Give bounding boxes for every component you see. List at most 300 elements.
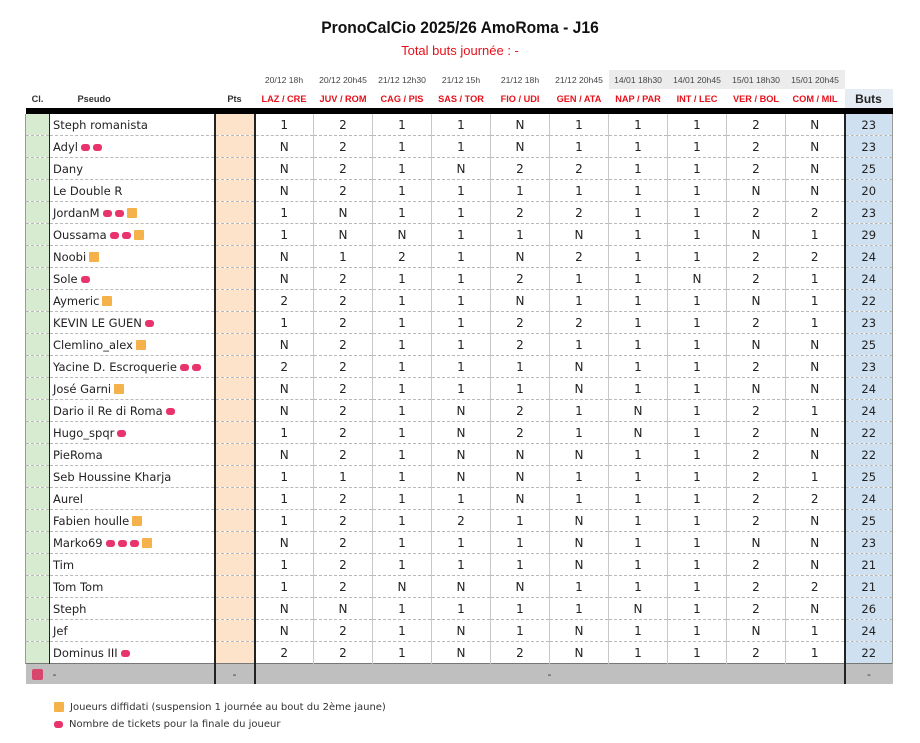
pick-cell: 2: [314, 532, 373, 554]
pick-cell: 1: [373, 554, 432, 576]
table-row: [26, 180, 893, 202]
player-cell: [50, 444, 215, 466]
match-label: INT / LEC: [676, 93, 718, 104]
points-cell: [215, 158, 255, 180]
pick-cell: 2: [314, 290, 373, 312]
pick-cell: 2: [550, 312, 609, 334]
player-cell: [50, 158, 215, 180]
pick-cell: 2: [314, 620, 373, 642]
pick-cell: 1: [373, 444, 432, 466]
pick-cell: 1: [609, 488, 668, 510]
pick-cell: 1: [432, 598, 491, 620]
pick-cell: 1: [432, 290, 491, 312]
pick-cell: 2: [491, 158, 550, 180]
pick-cell: N: [786, 180, 845, 202]
result-marker-icon: [32, 669, 43, 680]
pick-cell: N: [727, 180, 786, 202]
points-cell: [215, 400, 255, 422]
pick-cell: N: [255, 268, 314, 290]
pick-cell: N: [550, 620, 609, 642]
ticket-icon: [145, 320, 154, 327]
pick-cell: 1: [432, 356, 491, 378]
points-cell: [215, 642, 255, 664]
pick-cell: 2: [727, 422, 786, 444]
table-row: [26, 114, 893, 136]
rank-cell: [26, 576, 50, 598]
pick-cell: N: [550, 444, 609, 466]
pick-cell: 2: [314, 114, 373, 136]
pick-cell: 1: [668, 378, 727, 400]
pick-cell: 1: [373, 136, 432, 158]
goals-cell: 29: [845, 224, 893, 246]
ticket-icon: [122, 232, 131, 239]
pick-cell: 2: [314, 576, 373, 598]
player-name: Dario il Re di Roma: [53, 403, 163, 418]
pick-cell: 2: [550, 158, 609, 180]
pick-cell: 2: [727, 202, 786, 224]
player-cell: [50, 510, 215, 532]
pick-cell: 1: [550, 598, 609, 620]
goals-cell: 25: [845, 334, 893, 356]
pick-cell: 1: [609, 510, 668, 532]
player-name: Steph romanista: [53, 117, 148, 132]
pick-cell: 1: [786, 642, 845, 664]
pick-cell: 1: [668, 576, 727, 598]
match-date: 21/12 18h: [500, 74, 540, 85]
player-name: José Garni: [53, 381, 112, 396]
pick-cell: 1: [609, 576, 668, 598]
table-row: [26, 312, 893, 334]
points-cell: [215, 444, 255, 466]
goals-cell: 22: [845, 422, 893, 444]
pick-cell: 1: [786, 268, 845, 290]
pick-cell: 1: [314, 246, 373, 268]
pick-cell: N: [255, 136, 314, 158]
pick-cell: 2: [314, 444, 373, 466]
rank-cell: [26, 554, 50, 576]
pick-cell: 1: [550, 268, 609, 290]
goals-cell: 25: [845, 466, 893, 488]
pick-cell: N: [255, 598, 314, 620]
pick-cell: N: [432, 444, 491, 466]
pick-cell: 1: [668, 510, 727, 532]
table-row: [26, 224, 893, 246]
points-cell: [215, 488, 255, 510]
pick-cell: 2: [491, 422, 550, 444]
goals-cell: 22: [845, 444, 893, 466]
pick-cell: 1: [609, 466, 668, 488]
pick-cell: 2: [786, 576, 845, 598]
pick-cell: 1: [609, 334, 668, 356]
pick-cell: N: [314, 598, 373, 620]
table-row: [26, 334, 893, 356]
goals-cell: 23: [845, 532, 893, 554]
pick-cell: N: [432, 620, 491, 642]
pick-cell: 2: [727, 268, 786, 290]
pick-cell: 1: [668, 246, 727, 268]
pick-cell: N: [491, 444, 550, 466]
pick-cell: N: [255, 532, 314, 554]
pick-cell: N: [432, 466, 491, 488]
ticket-icon: [103, 210, 112, 217]
match-label: VER / BOL: [733, 93, 779, 104]
pick-cell: 1: [609, 136, 668, 158]
table-row: [26, 444, 893, 466]
pick-cell: 1: [668, 290, 727, 312]
pick-cell: 2: [314, 268, 373, 290]
pick-cell: N: [550, 378, 609, 400]
table-row: [26, 488, 893, 510]
legend-tickets-text: Nombre de tickets pour la finale du joueur: [69, 719, 281, 730]
goals-cell: 21: [845, 554, 893, 576]
pick-cell: 2: [491, 400, 550, 422]
pick-cell: 1: [373, 466, 432, 488]
player-name: Seb Houssine Kharja: [53, 469, 172, 484]
pick-cell: N: [550, 356, 609, 378]
table-row: [26, 356, 893, 378]
pick-cell: 1: [373, 114, 432, 136]
player-name: Fabien houlle: [53, 513, 130, 528]
pick-cell: 2: [491, 642, 550, 664]
rank-cell: [26, 202, 50, 224]
pick-cell: 1: [550, 400, 609, 422]
ticket-icon: [118, 540, 127, 547]
points-cell: [215, 290, 255, 312]
player-name: Oussama: [53, 227, 107, 242]
player-name: KEVIN LE GUEN: [53, 315, 142, 330]
pick-cell: 1: [550, 576, 609, 598]
pick-cell: 1: [609, 444, 668, 466]
goals-cell: 24: [845, 268, 893, 290]
rank-cell: [26, 114, 50, 136]
pick-cell: N: [314, 202, 373, 224]
points-cell: [215, 532, 255, 554]
player-cell: [50, 180, 215, 202]
pick-cell: 1: [668, 202, 727, 224]
player-cell: [50, 268, 215, 290]
pick-cell: N: [550, 554, 609, 576]
pick-cell: 1: [432, 488, 491, 510]
warning-square-icon: [132, 516, 142, 526]
pick-cell: 2: [314, 422, 373, 444]
rank-cell: [26, 180, 50, 202]
pick-cell: 1: [432, 532, 491, 554]
match-label: CAG / PIS: [380, 93, 424, 104]
pick-cell: 2: [786, 202, 845, 224]
rank-header: Cl.: [31, 93, 44, 104]
pick-cell: N: [432, 400, 491, 422]
pick-cell: N: [786, 532, 845, 554]
ticket-icon: [106, 540, 115, 547]
pick-cell: 1: [609, 268, 668, 290]
pick-cell: 1: [491, 510, 550, 532]
player-name: JordanM: [53, 205, 100, 220]
player-cell: [50, 312, 215, 334]
pick-cell: 1: [491, 356, 550, 378]
pick-cell: 1: [255, 576, 314, 598]
ticket-icon: [110, 232, 119, 239]
table-row: [26, 510, 893, 532]
pick-cell: 1: [432, 246, 491, 268]
pick-cell: N: [491, 488, 550, 510]
pick-cell: 1: [373, 598, 432, 620]
pick-cell: 1: [668, 136, 727, 158]
points-cell: [215, 136, 255, 158]
pick-cell: 1: [432, 378, 491, 400]
pick-cell: 1: [491, 180, 550, 202]
match-date: 21/12 12h30: [378, 74, 426, 85]
table-row: [26, 400, 893, 422]
pick-cell: 1: [668, 598, 727, 620]
total-goals-subtitle: Total buts journée : -: [401, 43, 519, 58]
pick-cell: 1: [550, 334, 609, 356]
pick-cell: N: [491, 290, 550, 312]
pick-cell: 2: [314, 356, 373, 378]
player-name: Adyl: [53, 139, 78, 154]
ticket-icon: [81, 144, 90, 151]
pick-cell: 1: [373, 400, 432, 422]
player-name: Aurel: [53, 491, 83, 506]
player-name: Noobi: [53, 249, 87, 264]
pick-cell: N: [727, 334, 786, 356]
warning-square-icon: [134, 230, 144, 240]
pick-cell: 1: [255, 224, 314, 246]
match-date: 21/12 15h: [441, 74, 481, 85]
goals-header: Buts: [845, 89, 893, 108]
table-row: [26, 268, 893, 290]
pick-cell: 1: [491, 224, 550, 246]
pick-cell: N: [255, 180, 314, 202]
pick-cell: 2: [255, 642, 314, 664]
pick-cell: 1: [432, 554, 491, 576]
player-cell: [50, 356, 215, 378]
rank-cell: [26, 246, 50, 268]
player-name: Tim: [53, 557, 75, 572]
goals-cell: 25: [845, 158, 893, 180]
header-row: [26, 89, 893, 108]
rank-cell: [26, 312, 50, 334]
warning-square-icon: [127, 208, 137, 218]
ticket-icon: [115, 210, 124, 217]
match-dates-row: [26, 70, 893, 89]
pick-cell: 1: [255, 466, 314, 488]
pick-cell: 1: [491, 532, 550, 554]
goals-cell: 25: [845, 510, 893, 532]
results-points: -: [215, 664, 255, 685]
pick-cell: 2: [255, 356, 314, 378]
pick-cell: 1: [373, 268, 432, 290]
player-name: Aymeric: [53, 293, 100, 308]
table-row: [26, 620, 893, 642]
player-cell: [50, 290, 215, 312]
pick-cell: 1: [668, 620, 727, 642]
rank-cell: [26, 400, 50, 422]
points-cell: [215, 312, 255, 334]
player-cell: [50, 554, 215, 576]
player-cell: [50, 246, 215, 268]
pick-cell: 1: [609, 202, 668, 224]
pick-cell: 1: [550, 136, 609, 158]
table-row: [26, 158, 893, 180]
pick-cell: 2: [314, 400, 373, 422]
pick-cell: N: [373, 224, 432, 246]
pick-cell: 1: [609, 158, 668, 180]
pick-cell: N: [373, 576, 432, 598]
pick-cell: 1: [786, 620, 845, 642]
pick-cell: 2: [314, 488, 373, 510]
match-label: COM / MIL: [792, 93, 838, 104]
pick-cell: 1: [373, 488, 432, 510]
pick-cell: N: [255, 378, 314, 400]
pick-cell: 1: [432, 312, 491, 334]
pick-cell: 1: [609, 224, 668, 246]
pick-cell: 1: [373, 642, 432, 664]
pick-cell: 1: [550, 488, 609, 510]
rank-cell: [26, 466, 50, 488]
points-cell: [215, 466, 255, 488]
player-name: Hugo_spqr: [53, 425, 115, 440]
table-row: [26, 532, 893, 554]
pick-cell: N: [786, 554, 845, 576]
points-cell: [215, 598, 255, 620]
pick-cell: 1: [314, 466, 373, 488]
pick-cell: 1: [373, 378, 432, 400]
pick-cell: 2: [373, 246, 432, 268]
results-goals: -: [845, 664, 893, 685]
pick-cell: N: [314, 224, 373, 246]
pick-cell: N: [786, 444, 845, 466]
pick-cell: 1: [432, 136, 491, 158]
match-date: 20/12 20h45: [319, 74, 367, 85]
pick-cell: N: [786, 598, 845, 620]
pick-cell: N: [786, 136, 845, 158]
pick-cell: 1: [609, 642, 668, 664]
match-date: 14/01 20h45: [668, 70, 727, 89]
player-name: Dominus III: [53, 645, 118, 660]
pick-cell: N: [255, 620, 314, 642]
points-cell: [215, 510, 255, 532]
pick-cell: 2: [786, 246, 845, 268]
pick-cell: 1: [609, 312, 668, 334]
pick-cell: 1: [609, 378, 668, 400]
pick-cell: 1: [491, 598, 550, 620]
points-cell: [215, 246, 255, 268]
pick-cell: 1: [786, 290, 845, 312]
table-row: [26, 378, 893, 400]
pick-cell: 2: [491, 202, 550, 224]
rank-cell: [26, 642, 50, 664]
pick-cell: 1: [432, 114, 491, 136]
pick-cell: 1: [255, 488, 314, 510]
pick-cell: 1: [609, 620, 668, 642]
pick-cell: N: [550, 532, 609, 554]
pick-cell: N: [786, 510, 845, 532]
warning-square-icon: [114, 384, 124, 394]
pick-cell: 1: [373, 312, 432, 334]
match-date: 14/01 18h30: [609, 70, 668, 89]
pick-cell: N: [255, 246, 314, 268]
pick-cell: 2: [491, 268, 550, 290]
goals-cell: 24: [845, 400, 893, 422]
pick-cell: 1: [550, 422, 609, 444]
pick-cell: 1: [668, 224, 727, 246]
table-row: [26, 136, 893, 158]
rank-cell: [26, 532, 50, 554]
ticket-icon: [117, 430, 126, 437]
pick-cell: N: [255, 400, 314, 422]
standings-table: [25, 70, 893, 684]
legend-tickets: [54, 719, 280, 730]
goals-cell: 24: [845, 488, 893, 510]
pick-cell: 2: [550, 246, 609, 268]
pick-cell: 2: [727, 488, 786, 510]
pick-cell: 1: [668, 422, 727, 444]
ticket-icon: [54, 721, 63, 728]
pick-cell: 2: [314, 642, 373, 664]
pick-cell: 1: [373, 334, 432, 356]
pick-cell: 1: [668, 488, 727, 510]
rank-cell: [26, 378, 50, 400]
rank-cell: [26, 444, 50, 466]
pick-cell: N: [786, 356, 845, 378]
table-row: [26, 642, 893, 664]
pick-cell: N: [609, 400, 668, 422]
pick-cell: 1: [668, 114, 727, 136]
pick-cell: 1: [373, 510, 432, 532]
pick-cell: N: [668, 268, 727, 290]
pick-cell: 1: [668, 642, 727, 664]
ticket-icon: [192, 364, 201, 371]
pick-cell: N: [550, 224, 609, 246]
pick-cell: 1: [668, 554, 727, 576]
pick-cell: 1: [255, 422, 314, 444]
pick-cell: 2: [727, 554, 786, 576]
match-label: LAZ / CRE: [261, 93, 307, 104]
warning-square-icon: [54, 702, 64, 712]
legend-warned-text: Joueurs diffidati (suspension 1 journée au bout du 2ème jaune): [70, 702, 386, 713]
pick-cell: N: [786, 378, 845, 400]
pick-cell: 1: [255, 554, 314, 576]
pick-cell: 1: [432, 268, 491, 290]
legend-warned: [54, 702, 386, 713]
results-label: -: [50, 664, 215, 685]
pick-cell: N: [786, 422, 845, 444]
pick-cell: 1: [491, 554, 550, 576]
pick-cell: N: [609, 422, 668, 444]
player-cell: [50, 466, 215, 488]
pick-cell: 1: [550, 114, 609, 136]
pick-cell: 1: [373, 180, 432, 202]
goals-cell: 26: [845, 598, 893, 620]
pick-cell: N: [432, 642, 491, 664]
points-header: Pts: [227, 93, 242, 104]
pick-cell: 1: [668, 356, 727, 378]
goals-cell: 23: [845, 312, 893, 334]
pick-cell: N: [491, 576, 550, 598]
pick-cell: 1: [432, 202, 491, 224]
pick-cell: 1: [668, 400, 727, 422]
player-name: Marko69: [53, 535, 103, 550]
pick-cell: N: [727, 224, 786, 246]
pick-cell: 2: [727, 312, 786, 334]
page-title: PronoCalCio 2025/26 AmoRoma - J16: [321, 18, 599, 37]
warning-square-icon: [136, 340, 146, 350]
pseudo-header: Pseudo: [77, 93, 111, 104]
pick-cell: N: [550, 510, 609, 532]
pick-cell: 2: [314, 312, 373, 334]
pick-cell: 1: [255, 510, 314, 532]
pick-cell: 1: [668, 532, 727, 554]
